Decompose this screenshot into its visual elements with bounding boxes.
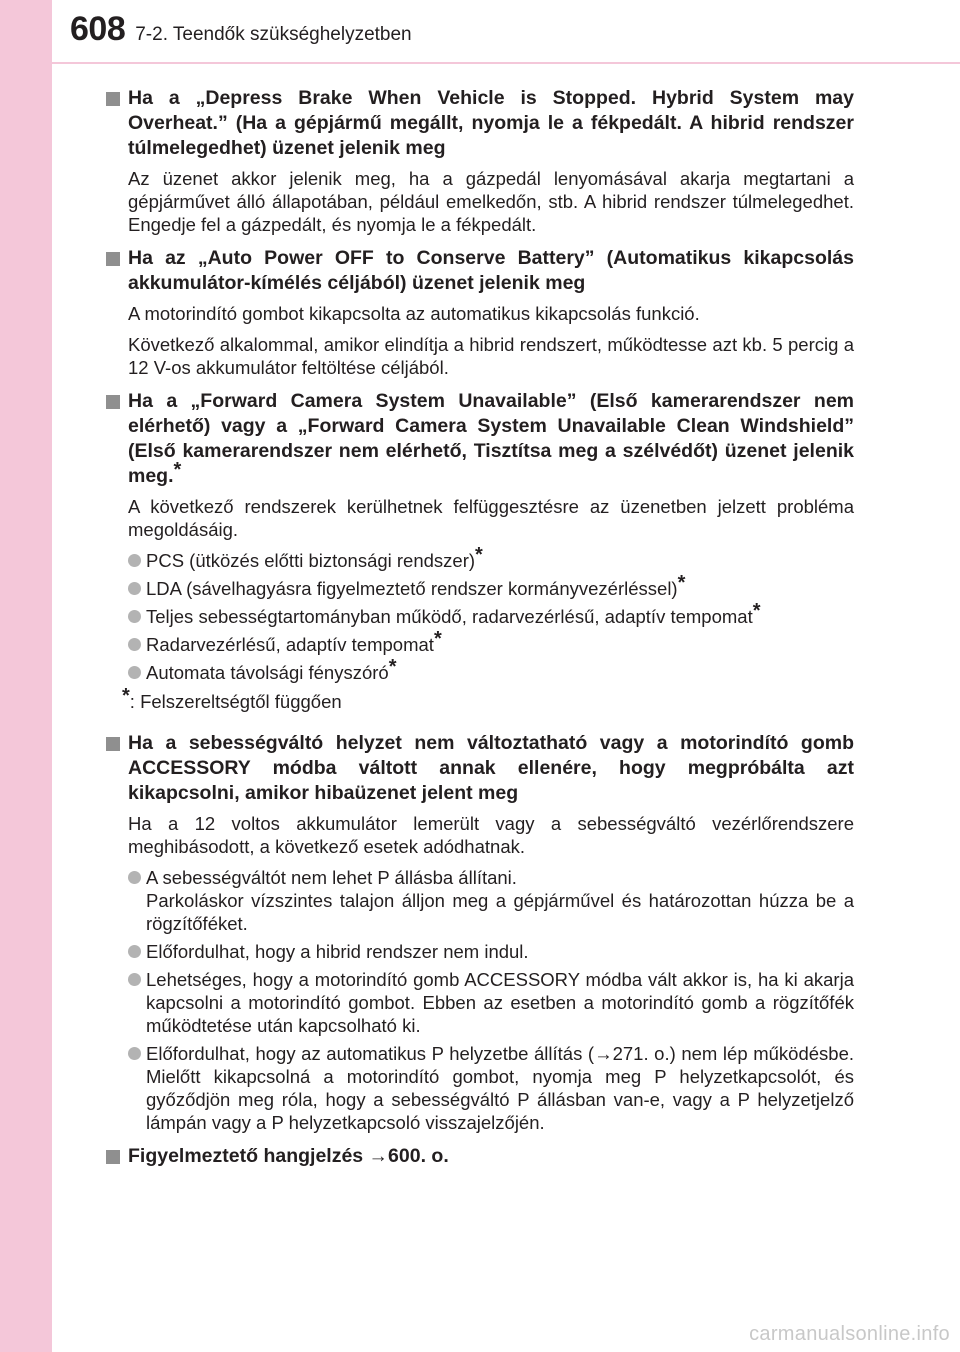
body-paragraph: Az üzenet akkor jelenik meg, ha a gázpedál lenyomásával akarja megtartani a gépjárművet álló állapotában, például emelkedőn, stb. A hibrid rendszer túlmelegedhet. Engedje fel a gázpedált, és nyomja le a fékpedált. [128, 168, 854, 235]
page-content [104, 86, 854, 1179]
page-header [70, 10, 412, 60]
square-bullet-icon [106, 395, 120, 409]
bullet-list [104, 866, 854, 1134]
footnote-star: * [173, 459, 182, 481]
section-shift-position [104, 731, 854, 1134]
list-item: Radarvezérlésű, adaptív tempomat* [104, 633, 854, 656]
body-paragraph: A motorindító gombot kikapcsolta az automatikus kikapcsolás funkció. [128, 303, 700, 324]
body-paragraph: Következő alkalommal, amikor elindítja a hibrid rendszert, működtesse azt kb. 5 percig a 12 V-os akkumulátor feltöltése céljából. [128, 334, 854, 378]
chapter-title: 7-2. Teendők szükséghelyzetben [135, 24, 412, 45]
round-bullet-icon [128, 666, 141, 679]
round-bullet-icon [128, 554, 141, 567]
section-heading: Ha a „Depress Brake When Vehicle is Stopped. Hybrid System may Overheat.” (Ha a gépjármű megállt, nyomja le a fékpedált. A hibrid rendszer túlmelegedhet) üzenet jelenik meg [104, 86, 854, 161]
section-auto-power-off [104, 246, 854, 379]
list-item: LDA (sávelhagyásra figyelmeztető rendszer kormányvezérléssel)* [104, 577, 854, 600]
section-forward-camera [104, 389, 854, 713]
section-heading: Ha a sebességváltó helyzet nem változtatható vagy a motorindító gomb ACCESSORY módba váltott annak ellenére, hogy megpróbálta azt kikapcsolni, amikor hibaüzenet jelent meg [104, 731, 854, 806]
body-paragraph: Ha a 12 voltos akkumulátor lemerült vagy a sebességváltó vezérlőrendszere meghibásodott, a következő esetek adódhatnak. [128, 813, 854, 857]
footnote: *: Felszereltségtől függően [122, 685, 342, 712]
round-bullet-icon [128, 582, 141, 595]
list-item: A sebességváltót nem lehet P állásba állítani. Parkoláskor vízszintes talajon álljon meg a gépjárművel és határozottan húzza be a rögzítőféket. [104, 866, 854, 935]
round-bullet-icon [128, 871, 141, 884]
round-bullet-icon [128, 638, 141, 651]
footnote-star: * [122, 685, 130, 707]
list-item: Automata távolsági fényszóró* [104, 661, 854, 684]
header-divider [52, 62, 960, 64]
footnote-star: * [677, 572, 686, 594]
round-bullet-icon [128, 973, 141, 986]
list-item: PCS (ütközés előtti biztonsági rendszer)* [104, 549, 854, 572]
square-bullet-icon [106, 92, 120, 106]
page-number: 608 [70, 10, 126, 48]
round-bullet-icon [128, 1047, 141, 1060]
footnote-star: * [388, 656, 397, 678]
list-item: Előfordulhat, hogy az automatikus P helyzetbe állítás (→271. o.) nem lép működésbe. Mielőtt kikapcsolná a motorindító gombot, nyomja meg P helyzetkapcsolót, és győződjön meg róla, hogy a sebességváltó P állásban van-e, vagy a P helyzetjelző lámpán vagy a P helyzetkapcsoló visszajelzőjén. [104, 1042, 854, 1134]
section-heading: Ha a „Forward Camera System Unavailable” (Első kamerarendszer nem elérhető) vagy a „Forward Camera System Unavailable Clean Windshield” (Első kamerarendszer nem elérhető, Tisztítsa meg a szélvédőt) üzenet jelenik meg.* [104, 389, 854, 489]
list-item: Teljes sebességtartományban működő, radarvezérlésű, adaptív tempomat* [104, 605, 854, 628]
section-heading: Figyelmeztető hangjelzés →600. o. [104, 1144, 854, 1169]
watermark-text: carmanualsonline.info [749, 1323, 950, 1345]
body-paragraph: A következő rendszerek kerülhetnek felfüggesztésre az üzenetben jelzett probléma megoldásáig. [128, 496, 854, 540]
square-bullet-icon [106, 737, 120, 751]
section-brake-overheat [104, 86, 854, 236]
round-bullet-icon [128, 945, 141, 958]
section-heading: Ha az „Auto Power OFF to Conserve Battery” (Automatikus kikapcsolás akkumulátor-kímélés céljából) üzenet jelenik meg [104, 246, 854, 296]
square-bullet-icon [106, 252, 120, 266]
round-bullet-icon [128, 610, 141, 623]
bullet-list [104, 544, 854, 684]
square-bullet-icon [106, 1150, 120, 1164]
footnote-star: * [475, 544, 483, 566]
list-item: Lehetséges, hogy a motorindító gomb ACCESSORY módba vált akkor is, ha ki akarja kapcsolni a motorindító gombot. Ebben az esetben a motorindító gomb a rögzítőfék működtetése után kapcsolható ki. [104, 968, 854, 1037]
footnote-star: * [433, 628, 442, 650]
section-warning-buzzer [104, 1144, 854, 1169]
list-item: Előfordulhat, hogy a hibrid rendszer nem indul. [104, 940, 854, 963]
footnote-star: * [752, 600, 761, 622]
side-color-band [0, 0, 52, 1352]
